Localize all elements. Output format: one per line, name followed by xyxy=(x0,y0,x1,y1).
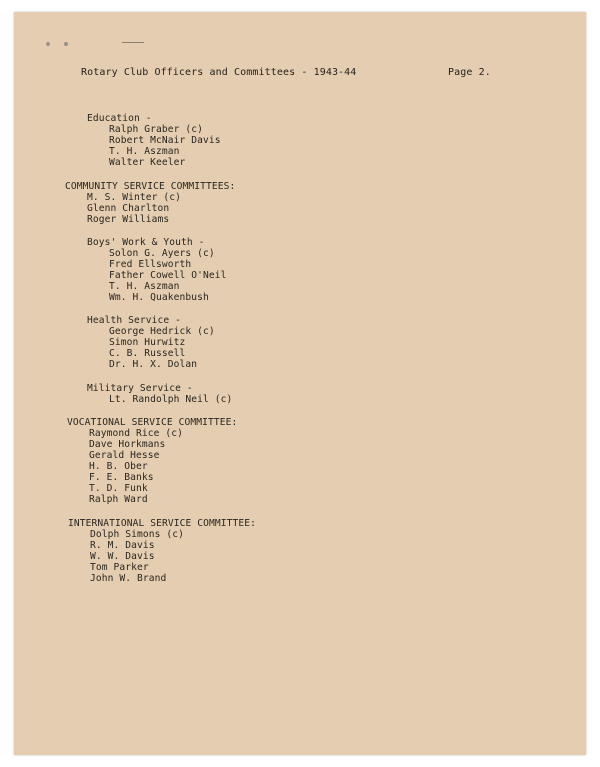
ink-mark xyxy=(122,42,144,43)
member-name: C. B. Russell xyxy=(109,348,186,359)
member-name: Solon G. Ayers (c) xyxy=(109,248,215,259)
section-heading: Health Service - xyxy=(87,315,182,326)
member-name: George Hedrick (c) xyxy=(109,326,215,337)
member-name: Dr. H. X. Dolan xyxy=(109,359,198,370)
member-name: T. H. Aszman xyxy=(109,281,180,292)
member-name: Dolph Simons (c) xyxy=(90,529,185,540)
member-name: Walter Keeler xyxy=(109,157,186,168)
member-name: Ralph Ward xyxy=(89,494,148,505)
member-name: F. E. Banks xyxy=(89,472,154,483)
page-title: Rotary Club Officers and Committees - 1943-44 xyxy=(81,67,357,78)
committee-heading: VOCATIONAL SERVICE COMMITTEE: xyxy=(67,417,238,428)
member-name: W. W. Davis xyxy=(90,551,155,562)
member-name: Robert McNair Davis xyxy=(109,135,221,146)
member-name: H. B. Ober xyxy=(89,461,148,472)
member-name: Roger Williams xyxy=(87,214,170,225)
member-name: Tom Parker xyxy=(90,562,149,573)
member-name: R. M. Davis xyxy=(90,540,155,551)
committee-heading: INTERNATIONAL SERVICE COMMITTEE: xyxy=(68,518,257,529)
member-name: Gerald Hesse xyxy=(89,450,160,461)
member-name: Ralph Graber (c) xyxy=(109,124,204,135)
section-heading: Military Service - xyxy=(87,383,193,394)
section-heading: Boys' Work & Youth - xyxy=(87,237,205,248)
member-name: John W. Brand xyxy=(90,573,167,584)
member-name: M. S. Winter (c) xyxy=(87,192,182,203)
member-name: Father Cowell O'Neil xyxy=(109,270,227,281)
punch-hole xyxy=(46,42,50,46)
member-name: T. D. Funk xyxy=(89,483,148,494)
document-page xyxy=(14,12,586,755)
punch-hole xyxy=(64,42,68,46)
member-name: Lt. Randolph Neil (c) xyxy=(109,394,233,405)
member-name: Glenn Charlton xyxy=(87,203,170,214)
page-number: Page 2. xyxy=(448,67,491,78)
member-name: Wm. H. Quakenbush xyxy=(109,292,209,303)
member-name: T. H. Aszman xyxy=(109,146,180,157)
section-heading: Education - xyxy=(87,113,152,124)
member-name: Simon Hurwitz xyxy=(109,337,186,348)
committee-heading: COMMUNITY SERVICE COMMITTEES: xyxy=(65,181,236,192)
member-name: Dave Horkmans xyxy=(89,439,166,450)
member-name: Raymond Rice (c) xyxy=(89,428,184,439)
member-name: Fred Ellsworth xyxy=(109,259,192,270)
